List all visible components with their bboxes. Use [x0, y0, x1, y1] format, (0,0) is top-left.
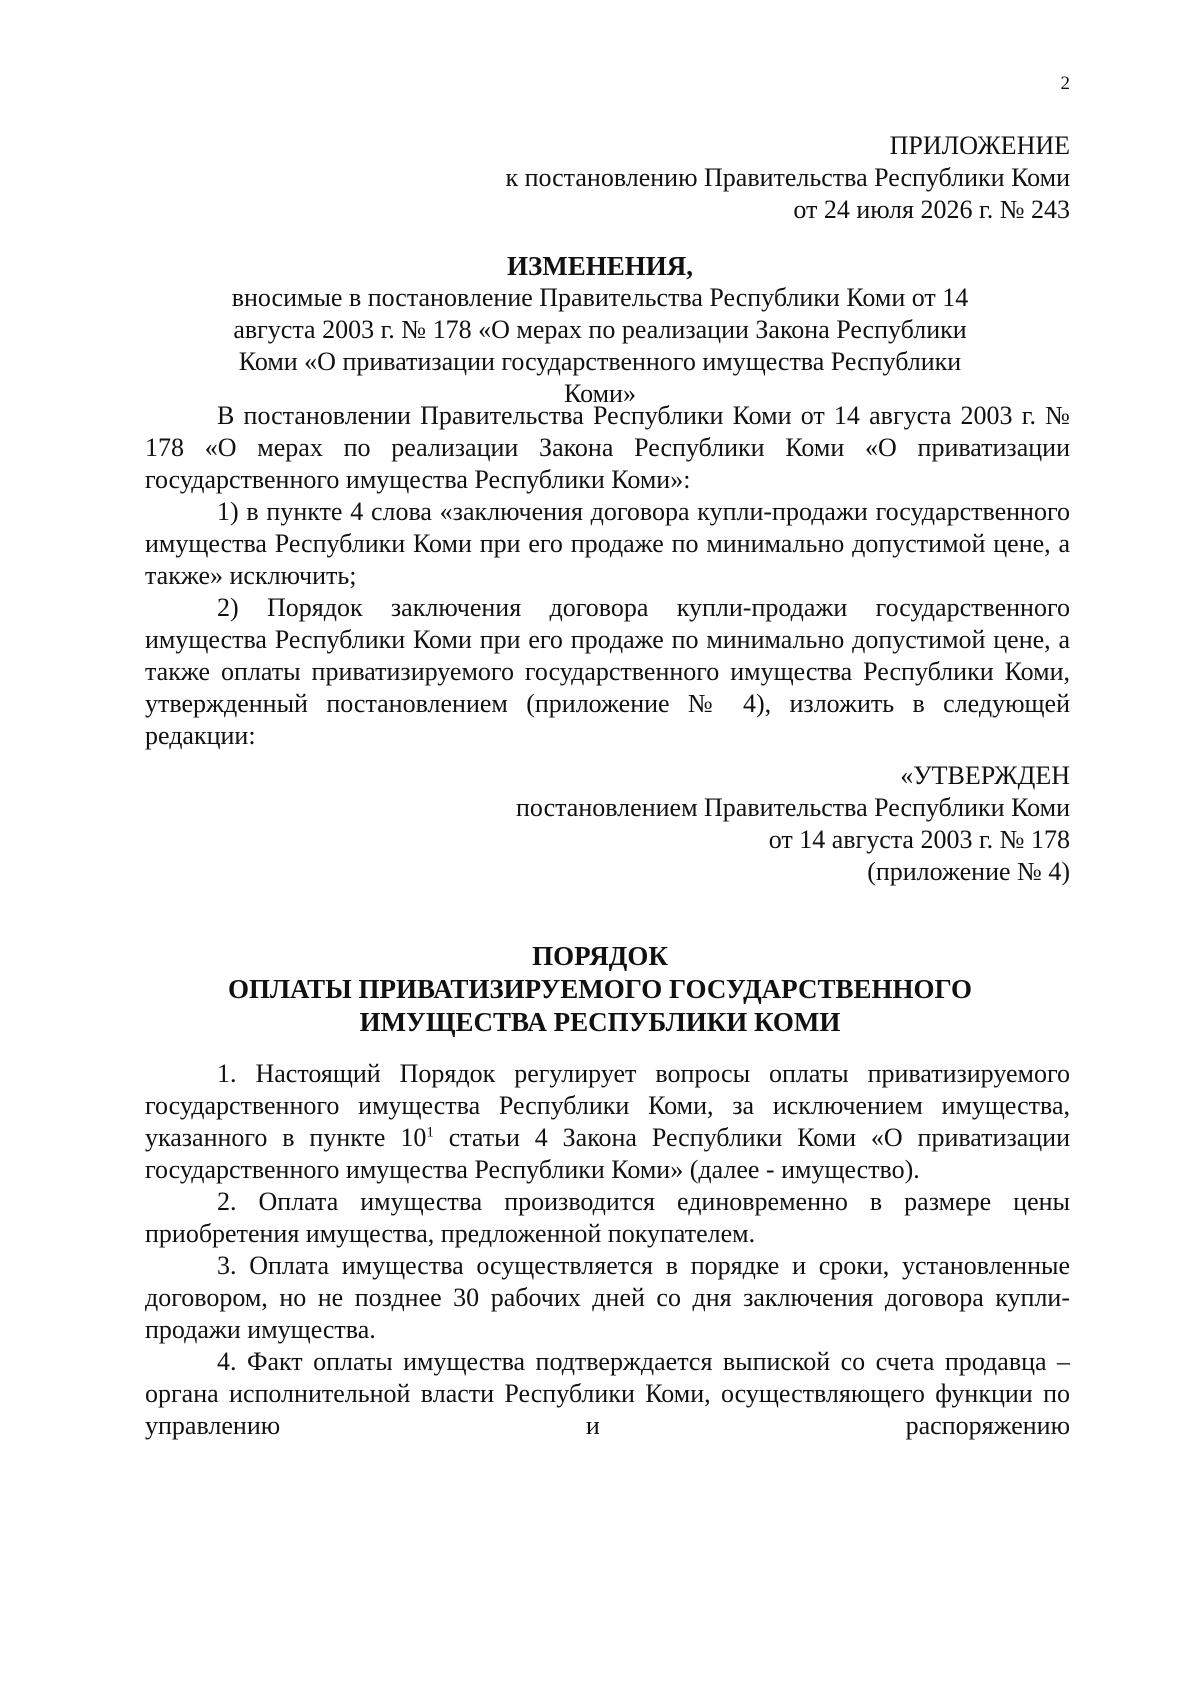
order-title-2: ОПЛАТЫ ПРИВАТИЗИРУЕМОГО ГОСУДАРСТВЕННОГО: [227, 974, 973, 1004]
appendix-line-2: от 24 июля 2026 г. № 243: [793, 195, 1070, 224]
clause-1-superscript: 1: [426, 1124, 434, 1141]
list-item-2: 2) Порядок заключения договора купли-продажи государственного имущества Республики Коми при его продаже по минимально допустимой цене, а также оплаты приватизируемого государственного имущества Республики Коми, утвержденный постановлением (приложение № 4), изложить в следующей редакции:: [145, 593, 1070, 750]
order-title-3: ИМУЩЕСТВА РЕСПУБЛИКИ КОМИ: [359, 1007, 841, 1037]
approved-line-4: (приложение № 4): [867, 857, 1070, 886]
appendix-line-1: к постановлению Правительства Республики Коми: [505, 163, 1070, 192]
list-item-1: 1) в пункте 4 слова «заключения договора купли-продажи государственного имущества Республики Коми при его продаже по минимально допустимой цене, а также» исключить;: [145, 497, 1070, 590]
changes-subtitle: вносимые в постановление Правительства Республики Коми от 14 августа 2003 г. № 178 «О мерах по реализации Закона Республики Коми «О приватизации государственного имущества Республики Коми»: [231, 283, 969, 408]
clause-1-text-end: статьи 4 Закона Республики Коми «О приватизации государственного имущества Республики Коми» (далее - имущество).: [145, 1123, 1071, 1184]
intro-paragraph: В постановлении Правительства Республики Коми от 14 августа 2003 г. № 178 «О мерах по реализации Закона Республики Коми «О приватизации государственного имущества Республики Коми»:: [145, 401, 1070, 494]
clause-1: [145, 1058, 1070, 1186]
clause-1-text: 1. Настоящий Порядок регулирует вопросы оплаты приватизируемого государственного имущества Республики Коми, за исключением имущества, указанного в пункте 10: [145, 1059, 1070, 1152]
order-clauses: [145, 1058, 1070, 1442]
approved-line-3: от 14 августа 2003 г. № 178: [768, 825, 1070, 854]
clause-4: 4. Факт оплаты имущества подтверждается выпиской со счета продавца – органа исполнительной власти Республики Коми, осуществляющего функции по управлению и распоряжению: [145, 1347, 1070, 1440]
intro-section: [145, 400, 1070, 752]
appendix-title: ПРИЛОЖЕНИЕ: [889, 131, 1070, 160]
changes-heading-block: [130, 250, 1070, 410]
approved-line-1: «УТВЕРЖДЕН: [900, 761, 1070, 790]
order-title-1: ПОРЯДОК: [532, 941, 668, 971]
clause-2: 2. Оплата имущества производится единовременно в размере цены приобретения имущества, предложенной покупателем.: [145, 1187, 1070, 1248]
page-number: 2: [1060, 73, 1070, 94]
approved-line-2: постановлением Правительства Республики Коми: [516, 793, 1070, 822]
clause-3: 3. Оплата имущества осуществляется в порядке и сроки, установленные договором, но не позднее 30 рабочих дней со дня заключения договора купли-продажи имущества.: [145, 1251, 1070, 1344]
order-heading-block: [130, 940, 1070, 1039]
changes-title: ИЗМЕНЕНИЯ,: [506, 251, 693, 281]
approved-block: [440, 760, 1070, 888]
appendix-block: [440, 130, 1070, 226]
